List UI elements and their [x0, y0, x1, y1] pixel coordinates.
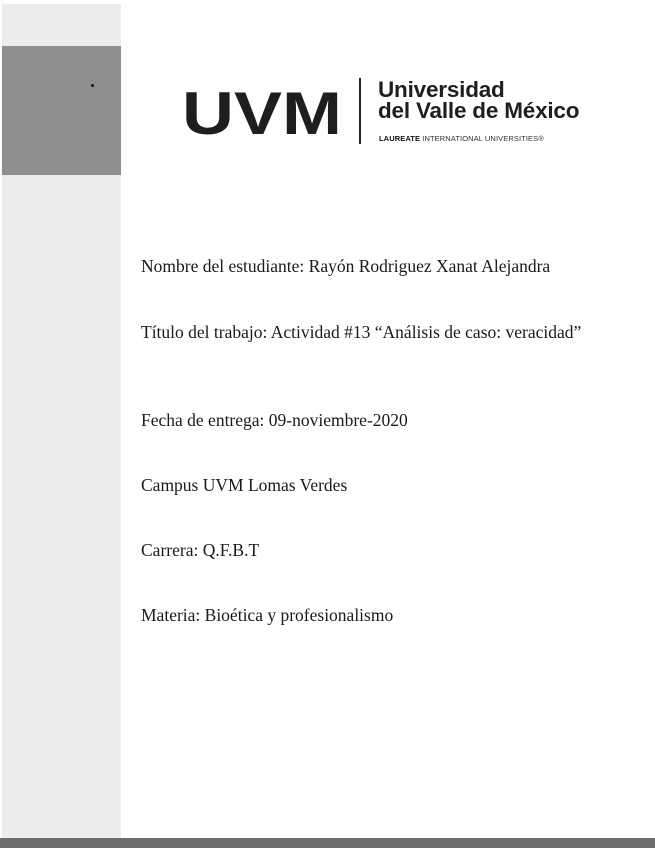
work-title: Título del trabajo: Actividad #13 “Análisis de caso: veracidad” — [141, 322, 582, 342]
delivery-date: Fecha de entrega: 09-noviembre-2020 — [141, 410, 408, 430]
header-gray-block — [2, 46, 121, 175]
bullet-dot — [91, 84, 94, 87]
career: Carrera: Q.F.B.T — [141, 540, 260, 560]
subject: Materia: Bioética y profesionalismo — [141, 605, 394, 625]
tagline-rest: INTERNATIONAL UNIVERSITIES® — [420, 134, 544, 143]
tagline-strong: LAUREATE — [379, 134, 421, 143]
logo-mark-text: UVM — [182, 80, 342, 144]
bottom-bar — [0, 838, 655, 848]
student-name: Nombre del estudiante: Rayón Rodriguez Xanat Alejandra — [141, 256, 551, 276]
uvm-logo-mark — [182, 78, 350, 144]
logo-tagline — [379, 134, 544, 144]
uvm-logo — [182, 78, 592, 150]
campus: Campus UVM Lomas Verdes — [141, 475, 348, 495]
university-name-line2: del Valle de México — [378, 98, 580, 123]
logo-divider — [359, 78, 361, 144]
university-name-line1: Universidad — [378, 77, 505, 102]
